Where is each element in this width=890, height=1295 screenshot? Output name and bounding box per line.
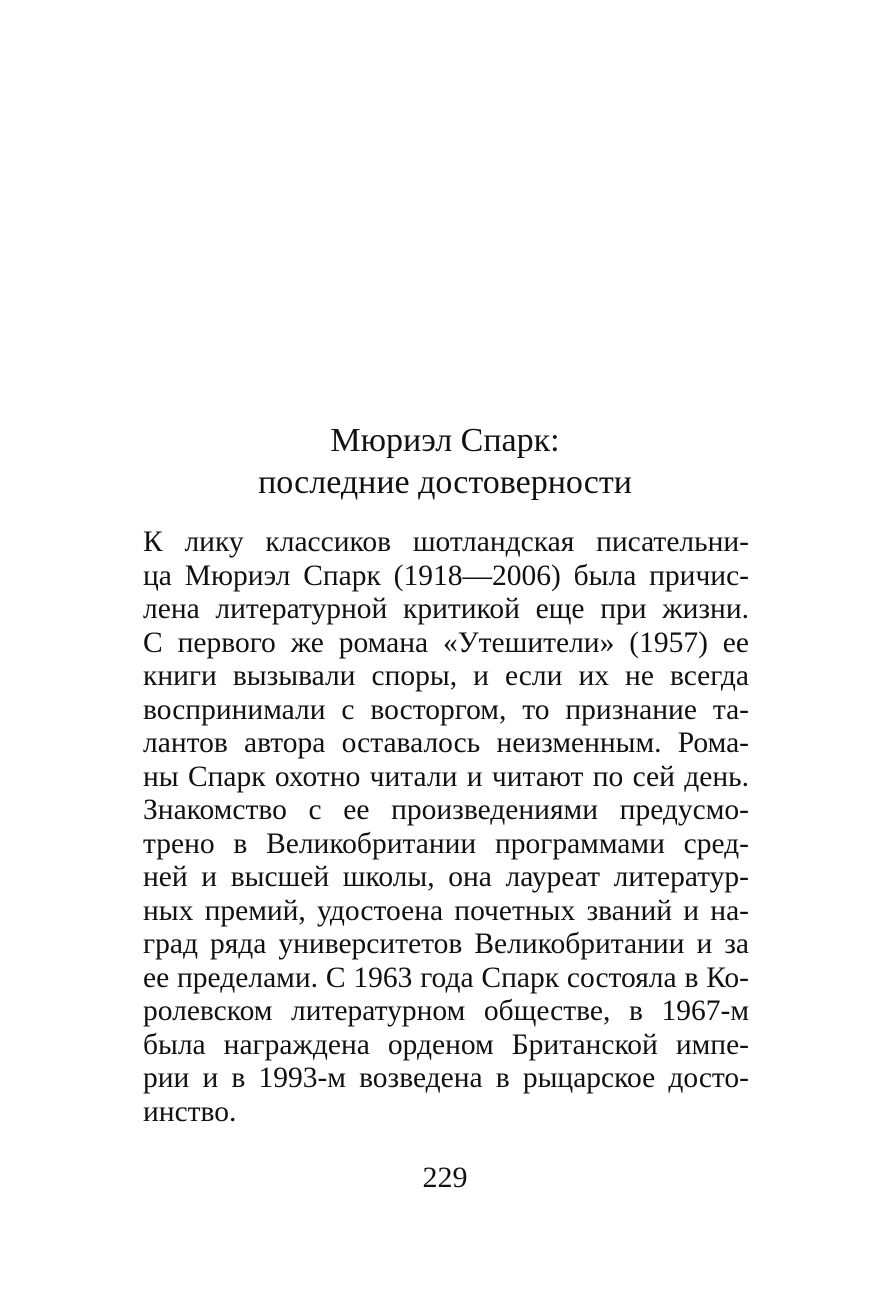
body-line: ней и высшей школы, она лауреат литератур- [143,861,749,893]
body-line: рии и в 1993-м возведена в рыцарское досто- [143,1062,749,1094]
body-line: С первого же романа «Утешители» (1957) ее [143,626,749,659]
body-line: лантов автора оставалось неизменным. Рома- [143,727,749,759]
body-line: ца Мюриэл Спарк (1918—2006) была причис- [143,559,749,592]
page-number: 229 [422,1161,468,1194]
body-line: ее пределами. С 1963 года Спарк состояла в Ко- [143,961,749,994]
body-line: инство. [143,1095,237,1128]
chapter-title [0,420,890,504]
body-line: книги вызывали споры, и если их не всегда [143,660,749,692]
body-line: лена литературной критикой еще при жизни. [143,593,749,625]
body-line: ны Спарк охотно читали и читают по сей день. [143,760,749,793]
body-line: К лику классиков шотландская писательни- [143,526,749,558]
body-paragraph [143,526,749,1129]
body-line: Знакомство с ее произведениями предусмо- [143,794,749,826]
body-line: ролевском литературном обществе, в 1967-м [143,995,749,1027]
body-line: град ряда университетов Великобритании и за [143,928,749,960]
body-line: была награждена орденом Британской импе- [143,1028,749,1061]
chapter-title-line-2: последние достоверности [258,464,632,501]
body-line: ных премий, удостоена почетных званий и на- [143,894,749,927]
body-line: воспринимали с восторгом, то признание та- [143,693,749,726]
body-line: трено в Великобритании программами сред- [143,827,749,860]
chapter-title-line-1: Мюриэл Спарк: [330,422,560,459]
